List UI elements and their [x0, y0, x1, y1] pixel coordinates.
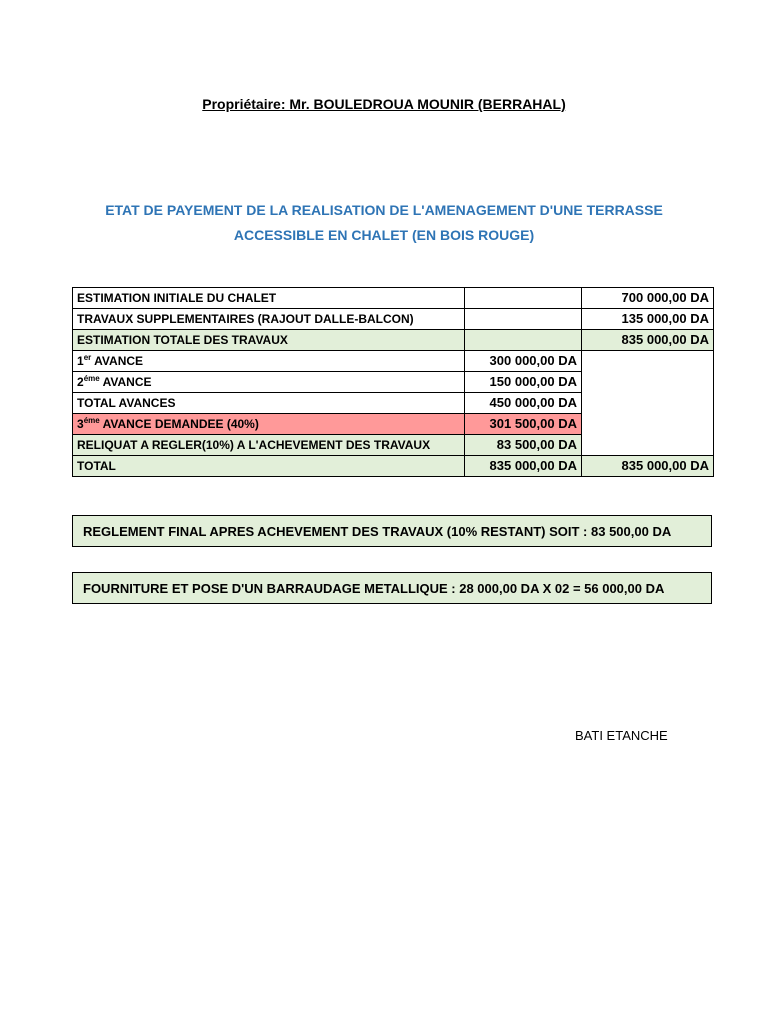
payment-table [72, 287, 714, 477]
row-label: TRAVAUX SUPPLEMENTAIRES (RAJOUT DALLE-BALCON) [73, 309, 465, 330]
title-line-2: ACCESSIBLE EN CHALET (EN BOIS ROUGE) [233, 227, 535, 243]
row-label [73, 351, 465, 372]
row-mid-value [465, 330, 582, 351]
row-label-text: AVANCE [99, 375, 152, 389]
row-label: ESTIMATION TOTALE DES TRAVAUX [73, 330, 465, 351]
row-mid-value: 300 000,00 DA [465, 351, 582, 372]
final-payment-note: REGLEMENT FINAL APRES ACHEVEMENT DES TRAVAUX (10% RESTANT) SOIT : 83 500,00 DA [72, 515, 712, 547]
document-title [84, 198, 684, 248]
row-mid-value: 83 500,00 DA [465, 435, 582, 456]
row-mid-value [465, 309, 582, 330]
row-label-text: AVANCE DEMANDEE (40%) [99, 417, 259, 431]
row-label: TOTAL AVANCES [73, 393, 465, 414]
row-mid-value: 301 500,00 DA [465, 414, 582, 435]
row-label: RELIQUAT A REGLER(10%) A L'ACHEVEMENT DES TRAVAUX [73, 435, 465, 456]
table-row [73, 456, 714, 477]
row-label [73, 414, 465, 435]
row-label: ESTIMATION INITIALE DU CHALET [73, 288, 465, 309]
row-right-value: 835 000,00 DA [582, 456, 714, 477]
row-label-number: 3 [77, 417, 84, 431]
row-label-superscript: éme [83, 374, 100, 383]
table-row [73, 309, 714, 330]
company-signature: BATI ETANCHE [575, 728, 668, 743]
row-mid-value [465, 288, 582, 309]
row-mid-value: 835 000,00 DA [465, 456, 582, 477]
row-mid-value: 150 000,00 DA [465, 372, 582, 393]
row-label-superscript: er [83, 353, 92, 362]
merged-empty-cell [582, 351, 714, 456]
table-row [73, 288, 714, 309]
row-label: TOTAL [73, 456, 465, 477]
row-label-superscript: éme [83, 416, 100, 425]
row-label-text: AVANCE [91, 354, 144, 368]
row-label [73, 372, 465, 393]
row-mid-value: 450 000,00 DA [465, 393, 582, 414]
row-right-value: 700 000,00 DA [582, 288, 714, 309]
row-label-number: 2 [77, 375, 84, 389]
owner-heading: Propriétaire: Mr. BOULEDROUA MOUNIR (BERRAHAL) [202, 96, 566, 112]
payment-table-wrapper [72, 287, 714, 477]
table-row [73, 351, 714, 372]
railing-supply-note: FOURNITURE ET POSE D'UN BARRAUDAGE METALLIQUE : 28 000,00 DA X 02 = 56 000,00 DA [72, 572, 712, 604]
table-row [73, 330, 714, 351]
title-line-1: ETAT DE PAYEMENT DE LA REALISATION DE L'AMENAGEMENT D'UNE TERRASSE [105, 202, 663, 218]
row-label-number: 1 [77, 354, 84, 368]
row-right-value: 835 000,00 DA [582, 330, 714, 351]
row-right-value: 135 000,00 DA [582, 309, 714, 330]
